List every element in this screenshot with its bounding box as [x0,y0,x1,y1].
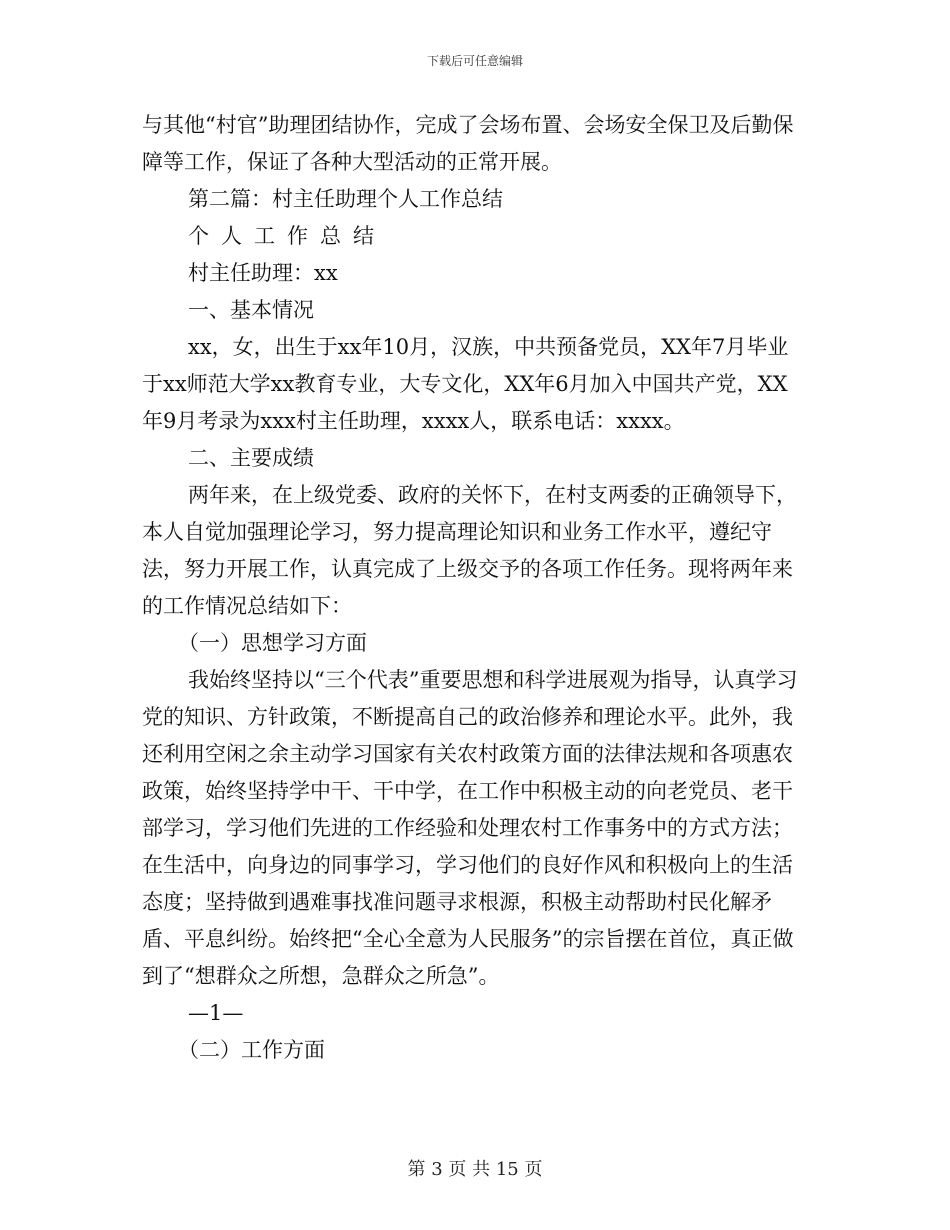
document-title: 个人工作总结 [188,224,386,248]
paragraph-basic-info: xx，女，出生于xx年10月，汉族，中共预备党员，XX年7月毕业于xx师范大学xx教育专业，大专文化，XX年6月加入中国共产党，XX年9月考录为xxx村主任助理，xxxx人，联系电话：xxxx。 [142,335,789,433]
heading-basic-info: 一、基本情况 [188,298,314,322]
page-footer: 第 3 页 共 15 页 [407,1159,543,1180]
inline-page-number: —1— [188,1001,244,1025]
author-line: 村主任助理：xx [188,261,338,285]
subheading-study: （一）思想学习方面 [178,631,367,655]
paragraph-study: 我始终坚持以“三个代表”重要思想和科学进展观为指导，认真学习党的知识、方针政策，不断提高自己的政治修养和理论水平。此外，我还利用空闲之余主动学习国家有关农村政策方面的法律法规和各项惠农政策，始终坚持学中干、干中学，在工作中积极主动的向老党员、老干部学习，学习他们先进的工作经验和处理农村工作事务中的方式方法；在生活中，向身边的同事学习，学习他们的良好作风和积极向上的生活态度；坚持做到遇难事找准问题寻求根源，积极主动帮助村民化解矛盾、平息纠纷。始终把“全心全意为人民服务”的宗旨摆在首位，真正做到了“想群众之所想，急群众之所急”。 [142,668,798,988]
document-body [142,107,808,1069]
subheading-work: （二）工作方面 [178,1038,325,1062]
paragraph-achievements-intro: 两年来，在上级党委、政府的关怀下，在村支两委的正确领导下，本人自觉加强理论学习，努力提高理论知识和业务工作水平，遵纪守法，努力开展工作，认真完成了上级交予的各项工作任务。现将两年来的工作情况总结如下： [142,483,797,618]
page-header-note: 下载后可任意编辑 [426,54,523,68]
paragraph-continuation: 与其他“村官”助理团结协作，完成了会场布置、会场安全保卫及后勤保障等工作，保证了各种大型活动的正常开展。 [142,113,794,174]
section-heading-part-two: 第二篇：村主任助理个人工作总结 [188,187,503,211]
heading-main-achievements: 二、主要成绩 [188,446,314,470]
